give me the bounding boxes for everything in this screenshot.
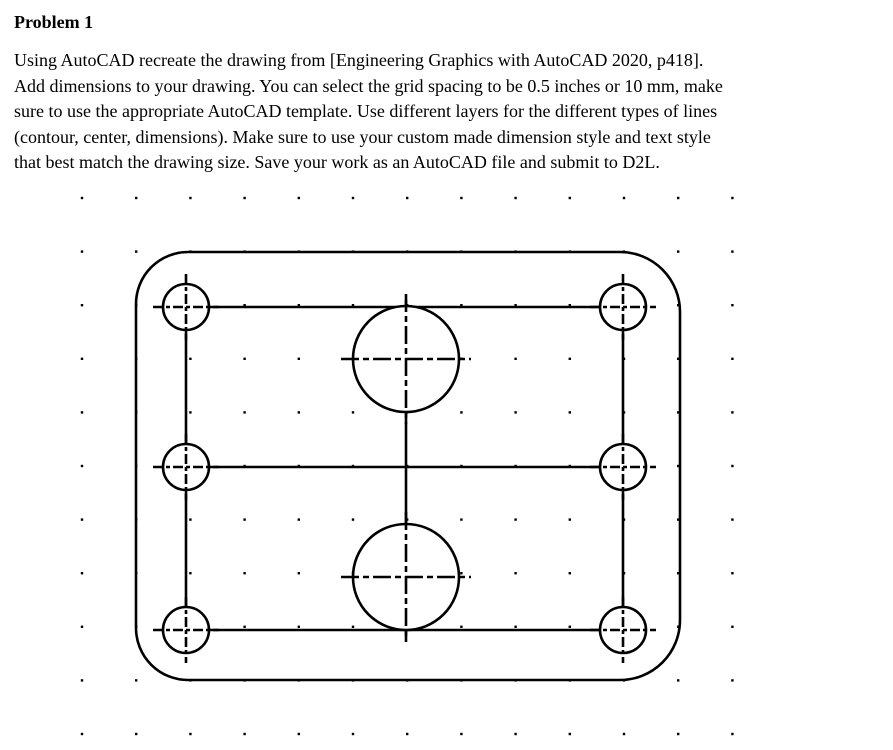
grid-dot — [460, 518, 462, 520]
grid-dot — [677, 733, 679, 735]
grid-dot — [514, 197, 516, 199]
grid-dot — [298, 518, 300, 520]
grid-dot — [569, 358, 571, 360]
grid-dot — [189, 411, 191, 413]
grid-dot — [298, 358, 300, 360]
grid-dot — [81, 518, 83, 520]
large-hole — [341, 512, 471, 642]
grid-dot — [298, 197, 300, 199]
grid-dot — [352, 518, 354, 520]
grid-dot — [731, 465, 733, 467]
grid-dot — [81, 572, 83, 574]
grid-dot — [81, 733, 83, 735]
grid-dot — [731, 411, 733, 413]
grid-dot — [569, 572, 571, 574]
grid-dot — [731, 197, 733, 199]
grid-dot — [460, 411, 462, 413]
grid-dot — [189, 358, 191, 360]
grid-dot — [189, 197, 191, 199]
grid-dot — [352, 733, 354, 735]
grid-dot — [81, 626, 83, 628]
grid-dot — [514, 572, 516, 574]
grid-dot — [243, 626, 245, 628]
grid-dot — [243, 518, 245, 520]
grid-dot — [460, 626, 462, 628]
grid-dot — [81, 358, 83, 360]
grid-dot — [569, 626, 571, 628]
grid-dot — [189, 733, 191, 735]
grid-dot — [514, 411, 516, 413]
grid-dot — [135, 733, 137, 735]
small-hole — [590, 434, 656, 500]
grid-dot — [298, 411, 300, 413]
grid-dot — [460, 572, 462, 574]
grid-dot — [731, 304, 733, 306]
paragraph-line: Using AutoCAD recreate the drawing from [Engineering Graphics with AutoCAD 2020, p418]. — [14, 50, 704, 70]
paragraph-line: Add dimensions to your drawing. You can select the grid spacing to be 0.5 inches or 10 mm, make — [14, 75, 723, 96]
grid-dot — [623, 733, 625, 735]
grid-dot — [514, 518, 516, 520]
grid-dot — [352, 626, 354, 628]
grid-dot — [135, 250, 137, 252]
grid-dot — [569, 518, 571, 520]
grid-dot — [81, 304, 83, 306]
holes — [153, 274, 656, 663]
grid-dot — [514, 626, 516, 628]
small-hole — [153, 597, 219, 663]
grid-dot — [731, 626, 733, 628]
grid-dot — [81, 465, 83, 467]
grid-dot — [81, 679, 83, 681]
grid-dot — [406, 197, 408, 199]
large-hole — [341, 294, 471, 424]
grid-dot — [298, 572, 300, 574]
grid-dot — [189, 572, 191, 574]
grid-dot — [298, 733, 300, 735]
page-title: Problem 1 — [14, 12, 94, 32]
grid-dot — [731, 358, 733, 360]
grid-dot — [731, 250, 733, 252]
grid-dot — [189, 518, 191, 520]
grid-dot — [243, 358, 245, 360]
grid-dot — [731, 679, 733, 681]
grid-dot — [569, 197, 571, 199]
grid-dot — [135, 197, 137, 199]
grid-dot — [677, 250, 679, 252]
grid-dot — [460, 197, 462, 199]
grid-dot — [569, 733, 571, 735]
grid-dot — [352, 197, 354, 199]
grid-dot — [243, 733, 245, 735]
grid-dot — [623, 197, 625, 199]
grid-dot — [406, 733, 408, 735]
grid-dot — [677, 679, 679, 681]
grid-dot — [731, 733, 733, 735]
grid-dot — [352, 411, 354, 413]
grid-dot — [569, 411, 571, 413]
paragraph-line: that best match the drawing size. Save your work as an AutoCAD file and submit to D2L. — [14, 152, 660, 172]
small-hole — [590, 274, 656, 340]
grid-dot — [81, 411, 83, 413]
grid-dot — [677, 197, 679, 199]
small-hole — [153, 434, 219, 500]
paragraph-line: sure to use the appropriate AutoCAD template. Use different layers for the different types of lines — [14, 101, 718, 121]
grid-dot — [81, 197, 83, 199]
grid-dot — [514, 358, 516, 360]
grid-dot — [731, 572, 733, 574]
paragraph-line: (contour, center, dimensions). Make sure to use your custom made dimension style and text style — [14, 126, 711, 147]
grid-dot — [731, 518, 733, 520]
grid-dot — [460, 733, 462, 735]
small-hole — [153, 274, 219, 340]
grid-dot — [81, 250, 83, 252]
grid-dot — [514, 733, 516, 735]
grid-dot — [243, 411, 245, 413]
grid-dot — [135, 679, 137, 681]
small-hole — [590, 597, 656, 663]
grid-dot — [243, 572, 245, 574]
grid-dot — [298, 626, 300, 628]
grid-dot — [243, 197, 245, 199]
